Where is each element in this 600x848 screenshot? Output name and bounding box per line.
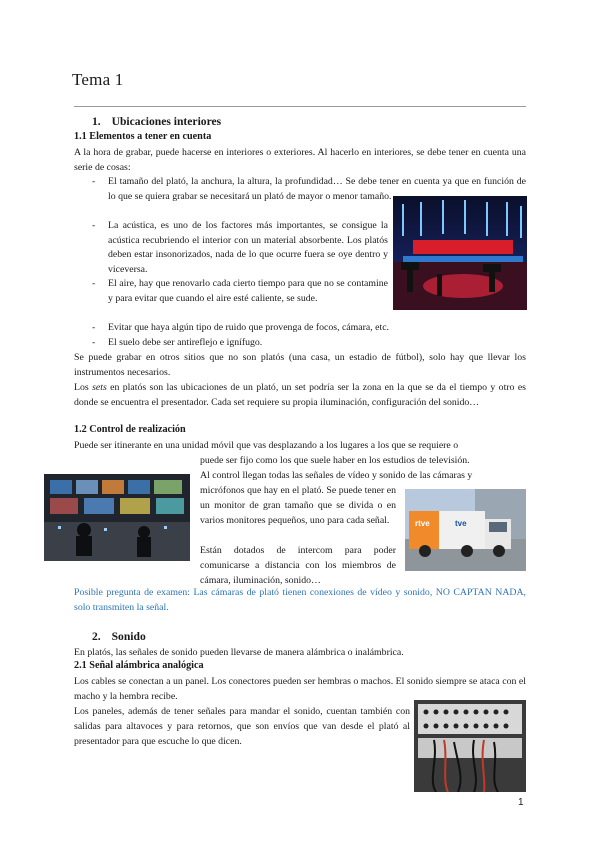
bullet-dash: - bbox=[92, 337, 96, 348]
bullet-dash: - bbox=[92, 220, 96, 231]
control-room-image bbox=[44, 474, 190, 561]
list-item-text: La acústica, es uno de los factores más importantes, se consigue la acústica recubriendo el interior con un material absorbente. Los platós deben estar insonorizados, nada de lo que ocurre fuera se oye dentro y viceversa. bbox=[108, 220, 388, 275]
section-2-intro: En platós, las señales de sonido pueden llevarse de manera alámbrica o inalámbrica. bbox=[74, 647, 404, 658]
section-2-heading bbox=[92, 630, 146, 643]
control-line-4: micrófonos que hay en el plató. Se puede tener en un monitor de gran tamaño que se divida o en varios monitores pequeños, uno para cada señal. bbox=[200, 485, 396, 527]
list-item-text: El suelo debe ser antireflejo e ignífugo. bbox=[108, 337, 263, 348]
section-1-other-locations: Se puede grabar en otros sitios que no son platós (una casa, un estadio de fútbol), solo hay que llevar los instrumentos necesarios. bbox=[74, 352, 526, 379]
control-line-3: Al control llegan todas las señales de vídeo y sonido de las cámaras y bbox=[200, 470, 473, 481]
bullet-dash: - bbox=[92, 176, 96, 187]
document-title: Tema 1 bbox=[72, 70, 124, 89]
exam-note: Posible pregunta de examen: Las cámaras de plató tienen conexiones de vídeo y sonido, NO CAPTAN NADA, solo transmiten la señal. bbox=[74, 587, 526, 614]
rtve-logo-text: rtve bbox=[415, 519, 430, 528]
section-1-title: Ubicaciones interiores bbox=[111, 115, 222, 128]
control-line-1: Puede ser itinerante en una unidad móvil que vas desplazando a los lugares a los que se requiere o bbox=[74, 440, 459, 451]
rtve-mobile-unit-image bbox=[405, 489, 526, 571]
subsection-1-1-heading: 1.1 Elementos a tener en cuenta bbox=[74, 131, 212, 142]
list-item-text: El aire, hay que renovarlo cada cierto tiempo para que no se contamine y para evitar que cuando el aire esté caliente, se sude. bbox=[108, 278, 388, 304]
section-2-number: 2. bbox=[92, 630, 101, 643]
section-1-number: 1. bbox=[92, 115, 101, 128]
list-item-text: El tamaño del plató, la anchura, la altura, la profundidad… Se debe tener en cuenta ya que en función de lo que se quiera grabar se necesitará un plató de mayor o menor tamaño. bbox=[108, 176, 526, 202]
subsection-2-1-heading: 2.1 Señal alámbrica analógica bbox=[74, 660, 204, 671]
bullet-dash: - bbox=[92, 322, 96, 333]
control-line-5: Están dotados de intercom para poder comunicarse a distancia con los miembros de cámara, iluminación, sonido… bbox=[200, 545, 396, 587]
section-2-para-2: Los paneles, además de tener señales para mandar el sonido, cuentan también con salidas para altavoces y para retornos, que son envíos que van desde el plató al presentador para que escuche lo que dicen. bbox=[74, 706, 410, 748]
list-item bbox=[92, 277, 388, 306]
sets-word: sets bbox=[92, 382, 107, 393]
section-1-heading bbox=[92, 115, 221, 128]
bullet-dash: - bbox=[92, 278, 96, 289]
sets-pre: Los bbox=[74, 382, 93, 393]
section-2-para-1: Los cables se conectan a un panel. Los conectores pueden ser hembras o machos. El sonido siempre se ataca con el macho y la hembra recibe. bbox=[74, 676, 526, 703]
title-rule bbox=[74, 106, 526, 107]
list-item bbox=[92, 336, 526, 351]
section-2-title: Sonido bbox=[111, 630, 146, 643]
audio-patch-panel-image bbox=[414, 700, 526, 792]
list-item bbox=[92, 321, 526, 336]
tve-logo-text: tve bbox=[455, 519, 467, 528]
control-line-2: puede ser fijo como los que suele haber en los estudios de televisión. bbox=[200, 455, 470, 466]
page-number: 1 bbox=[518, 797, 524, 808]
tv-studio-image bbox=[393, 196, 527, 310]
sets-post: en platós son las ubicaciones de un plató, un set podría ser la zona en la que se da el tiempo y otro es donde se encuentra el presentador. Cada set requiere su propia iluminación, configuración del sonido… bbox=[74, 382, 526, 409]
list-item-text: Evitar que haya algún tipo de ruido que provenga de focos, cámara, etc. bbox=[108, 322, 390, 333]
subsection-1-2-heading: 1.2 Control de realización bbox=[74, 424, 186, 435]
list-item bbox=[92, 219, 388, 277]
section-1-sets-paragraph bbox=[74, 380, 526, 410]
section-1-intro: A la hora de grabar, puede hacerse en interiores o exteriores. Al hacerlo en interiores, se debe tener en cuenta una serie de cosas: bbox=[74, 147, 526, 174]
